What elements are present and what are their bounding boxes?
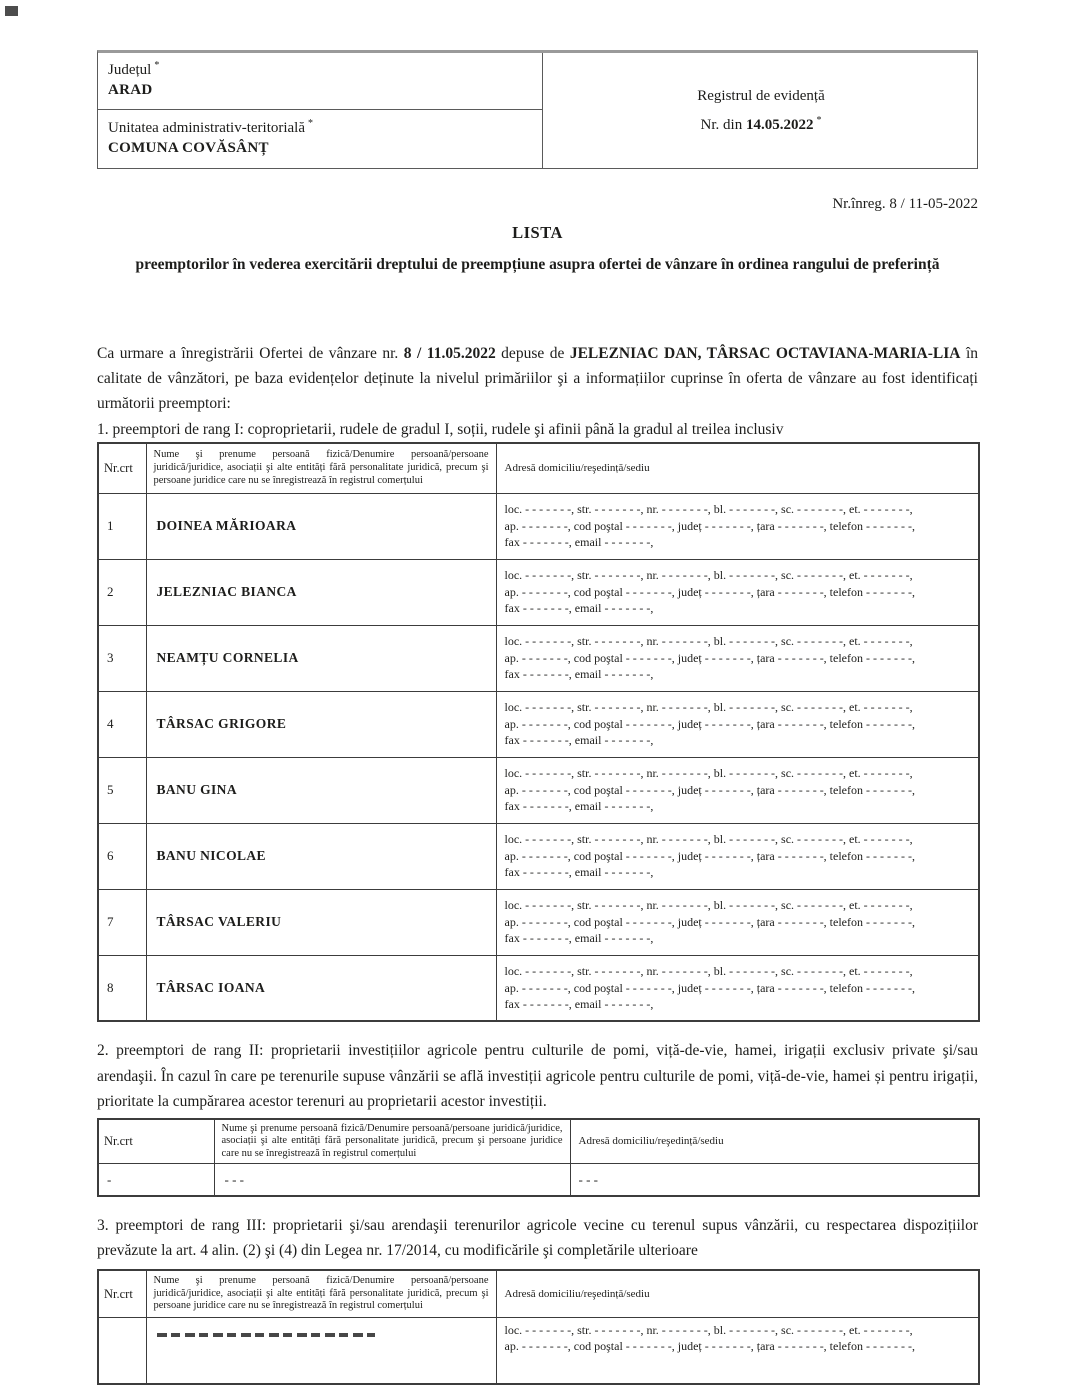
address-line: ap. - - - - - - -, cod poştal - - - - - - -, județ - - - - - - -, țara - - - - - - -, telefon - - - - - - -, (504, 848, 915, 863)
header-nr: Nr.crt (98, 1119, 214, 1164)
header-info-box (97, 50, 978, 169)
header-address: Adresă domiciliu/reşedință/sediu (496, 443, 979, 493)
address-line: loc. - - - - - - -, str. - - - - - - -, nr. - - - - - - -, bl. - - - - - - -, sc. - - - - - - -, et. - - - - - - -, (504, 634, 913, 649)
address-line: fax - - - - - - -, email - - - - - - -, (504, 601, 654, 616)
uat-cell (98, 110, 543, 168)
row-number: 6 (98, 823, 146, 889)
row-number: 7 (98, 889, 146, 955)
address-line: fax - - - - - - -, email - - - - - - -, (504, 535, 654, 550)
preemptor-name: TÂRSAC GRIGORE (146, 691, 496, 757)
preemptor-name: BANU NICOLAE (146, 823, 496, 889)
row-number: 2 (98, 559, 146, 625)
header-name: Nume şi prenume persoană fizică/Denumire persoană/persoane juridică/juridice, asociații şi alte entități fără personalitate juridică, precum şi persoane juridice care nu se înregistrează în registrul comerțului (214, 1119, 570, 1164)
preemptor-address (496, 559, 979, 625)
preemptor-name-clipped (146, 1318, 496, 1384)
preemptor-address (496, 625, 979, 691)
rank2-table (97, 1118, 980, 1197)
address-line: loc. - - - - - - -, str. - - - - - - -, nr. - - - - - - -, bl. - - - - - - -, sc. - - - - - - -, et. - - - - - - -, (504, 964, 913, 978)
address-line: fax - - - - - - -, email - - - - - - -, (504, 667, 654, 682)
header-name: Nume şi prenume persoană fizică/Denumire persoană/persoane juridică/juridice, asociații şi alte entități fără personalitate juridică, precum şi persoane juridice care nu se înregistrează în registrul comerțului (146, 1270, 496, 1318)
table-row (98, 493, 979, 559)
registry-prefix: Nr. din (700, 116, 743, 133)
sellers-names: JELEZNIAC DAN, TÂRSAC OCTAVIANA-MARIA-LIA (569, 345, 961, 362)
page-title: LISTA (512, 223, 563, 242)
table-row (98, 691, 979, 757)
county-value: ARAD (108, 82, 153, 98)
uat-label-text: Unitatea administrativ-teritorială (108, 120, 306, 136)
address-line: ap. - - - - - - -, cod poştal - - - - - - -, județ - - - - - - -, țara - - - - - - -, telefon - - - - - - -, (504, 980, 915, 995)
address-line: ap. - - - - - - -, cod poştal - - - - - - -, județ - - - - - - -, țara - - - - - - -, telefon - - - - - - -, (504, 914, 915, 929)
row-number (98, 1318, 146, 1384)
county-label (108, 60, 542, 79)
rank3-table (97, 1269, 980, 1385)
rank1-table (97, 442, 980, 1022)
header-nr: Nr.crt (98, 443, 146, 493)
address-line: ap. - - - - - - -, cod poştal - - - - - - -, județ - - - - - - -, țara - - - - - - -, telefon - - - - - - -, (504, 782, 915, 797)
address-line: ap. - - - - - - -, cod poştal - - - - - - -, județ - - - - - - -, țara - - - - - - -, telefon - - - - - - -, (504, 650, 915, 665)
preemptor-address: - - - (570, 1164, 979, 1196)
registry-number-line (701, 115, 822, 134)
address-line: loc. - - - - - - -, str. - - - - - - -, nr. - - - - - - -, bl. - - - - - - -, sc. - - - - - - -, et. - - - - - - -, (504, 700, 913, 715)
registry-date: 14.05.2022 (745, 116, 814, 133)
registry-title: Registrul de evidență (697, 87, 825, 104)
section2-heading: 2. preemptori de rang II: proprietarii investițiilor agricole pentru culturile de pomi, viță-de-vie, hamei, irigații exclusiv private şi/sau arendaşii. În cazul în care pe terenurile supuse vânzării se află investiții agricole pentru culturile de pomi, viță-de-vie, hamei și pentru irigații, prioritate la cumpărarea acestor terenuri au proprietarii acestor investiții. (97, 1042, 978, 1110)
preemptor-name: - - - (214, 1164, 570, 1196)
address-line: ap. - - - - - - -, cod poştal - - - - - - -, județ - - - - - - -, țara - - - - - - -, telefon - - - - - - -, (504, 716, 915, 731)
registry-required-star: * (816, 114, 822, 126)
row-number: 8 (98, 955, 146, 1021)
county-label-text: Județul (108, 62, 152, 78)
table-row (98, 823, 979, 889)
uat-value: COMUNA COVĂSÂNȚ (108, 140, 269, 156)
preemptor-name: BANU GINA (146, 757, 496, 823)
intro-part1: Ca urmare a înregistrării Ofertei de vânzare nr. (97, 345, 404, 362)
header-nr: Nr.crt (98, 1270, 146, 1318)
table-row (98, 757, 979, 823)
address-line: loc. - - - - - - -, str. - - - - - - -, nr. - - - - - - -, bl. - - - - - - -, sc. - - - - - - -, et. - - - - - - -, (504, 766, 913, 781)
address-line: loc. - - - - - - -, str. - - - - - - -, nr. - - - - - - -, bl. - - - - - - -, sc. - - - - - - -, et. - - - - - - -, (504, 568, 913, 583)
preemptor-name: NEAMȚU CORNELIA (146, 625, 496, 691)
preemptor-address (496, 757, 979, 823)
header-address: Adresă domiciliu/reşedință/sediu (496, 1270, 979, 1318)
rank1-header-row (98, 443, 979, 493)
section3-heading: 3. preemptori de rang III: proprietarii şi/sau arendaşii terenurilor agricole vecine cu terenul supus vânzării, cu respectarea dispozițiilor prevăzute la art. 4 alin. (2) şi (4) din Legea nr. 17/2014, cu modificările şi completările ulterioare (97, 1216, 978, 1260)
table-row (98, 559, 979, 625)
table-row (98, 625, 979, 691)
address-line: ap. - - - - - - -, cod poştal - - - - - - -, județ - - - - - - -, țara - - - - - - -, telefon - - - - - - -, (504, 518, 915, 533)
preemptor-address (496, 955, 979, 1021)
address-line: loc. - - - - - - -, str. - - - - - - -, nr. - - - - - - -, bl. - - - - - - -, sc. - - - - - - -, et. - - - - - - -, (504, 1323, 913, 1338)
intro-part3: în calitate de vânzători, pe baza evidențelor deținute la nivelul primăriilor şi a informațiilor cuprinse în oferta de vânzare au fost identificați următorii preemptori: (97, 345, 979, 412)
county-cell (98, 53, 543, 110)
address-line: fax - - - - - - -, email - - - - - - -, (504, 865, 654, 880)
address-line: loc. - - - - - - -, str. - - - - - - -, nr. - - - - - - -, bl. - - - - - - -, sc. - - - - - - -, et. - - - - - - -, (504, 898, 913, 913)
preemptor-address (496, 691, 979, 757)
table-row (98, 955, 979, 1021)
row-number: 5 (98, 757, 146, 823)
preemptor-name: DOINEA MĂRIOARA (146, 493, 496, 559)
header-address: Adresă domiciliu/reşedință/sediu (570, 1119, 979, 1164)
address-line: ap. - - - - - - -, cod poştal - - - - - - -, județ - - - - - - -, țara - - - - - - -, telefon - - - - - - -, (504, 584, 915, 599)
row-number: - (98, 1164, 214, 1196)
document-content (97, 0, 979, 1354)
offer-number: 8 / 11.05.2022 (403, 345, 496, 362)
address-line: ap. - - - - - - -, cod poştal - - - - - - -, județ - - - - - - -, țara - - - - - - -, telefon - - - - - - -, (504, 1339, 915, 1354)
county-required-star: * (154, 60, 160, 71)
row-number: 1 (98, 493, 146, 559)
section1-heading: 1. preemptori de rang I: coproprietarii, rudele de gradul I, soții, rudele şi afinii până la gradul al treilea inclusiv (97, 421, 784, 438)
table-row-clipped (98, 1318, 979, 1384)
intro-part2: depuse de (495, 345, 570, 362)
preemptor-address (496, 1318, 979, 1384)
table-row (98, 1164, 979, 1196)
row-number: 3 (98, 625, 146, 691)
rank3-table-clip (97, 1269, 978, 1354)
address-line: fax - - - - - - -, email - - - - - - -, (504, 931, 654, 946)
table-row (98, 889, 979, 955)
address-line: loc. - - - - - - -, str. - - - - - - -, nr. - - - - - - -, bl. - - - - - - -, sc. - - - - - - -, et. - - - - - - -, (504, 502, 913, 517)
header-name: Nume şi prenume persoană fizică/Denumire persoană/persoane juridică/juridice, asociații şi alte entități fără personalitate juridică, precum şi persoane juridice care nu se înregistrează în registrul comerțului (146, 443, 496, 493)
page-subtitle: preemptorilor în vederea exercitării dreptului de preempțiune asupra ofertei de vânzare în ordinea rangului de preferință (135, 256, 940, 273)
preemptor-address (496, 493, 979, 559)
clipped-text-sliver (157, 1333, 375, 1337)
uat-required-star: * (308, 118, 314, 129)
address-line: fax - - - - - - -, email - - - - - - -, (504, 733, 654, 748)
rank3-header-row (98, 1270, 979, 1318)
address-line: fax - - - - - - -, email - - - - - - -, (504, 997, 654, 1011)
preemptor-name: JELEZNIAC BIANCA (146, 559, 496, 625)
intro-paragraph (97, 341, 978, 416)
scan-artifact-mark (5, 6, 18, 16)
registry-cell (543, 53, 979, 168)
registration-number-line: Nr.înreg. 8 / 11-05-2022 (832, 196, 978, 212)
row-number: 4 (98, 691, 146, 757)
uat-label (108, 118, 542, 137)
address-line: fax - - - - - - -, email - - - - - - -, (504, 799, 654, 814)
preemptor-name: TÂRSAC IOANA (146, 955, 496, 1021)
preemptor-name: TÂRSAC VALERIU (146, 889, 496, 955)
preemptor-address (496, 823, 979, 889)
rank2-header-row (98, 1119, 979, 1164)
address-line: loc. - - - - - - -, str. - - - - - - -, nr. - - - - - - -, bl. - - - - - - -, sc. - - - - - - -, et. - - - - - - -, (504, 832, 913, 847)
preemptor-address (496, 889, 979, 955)
